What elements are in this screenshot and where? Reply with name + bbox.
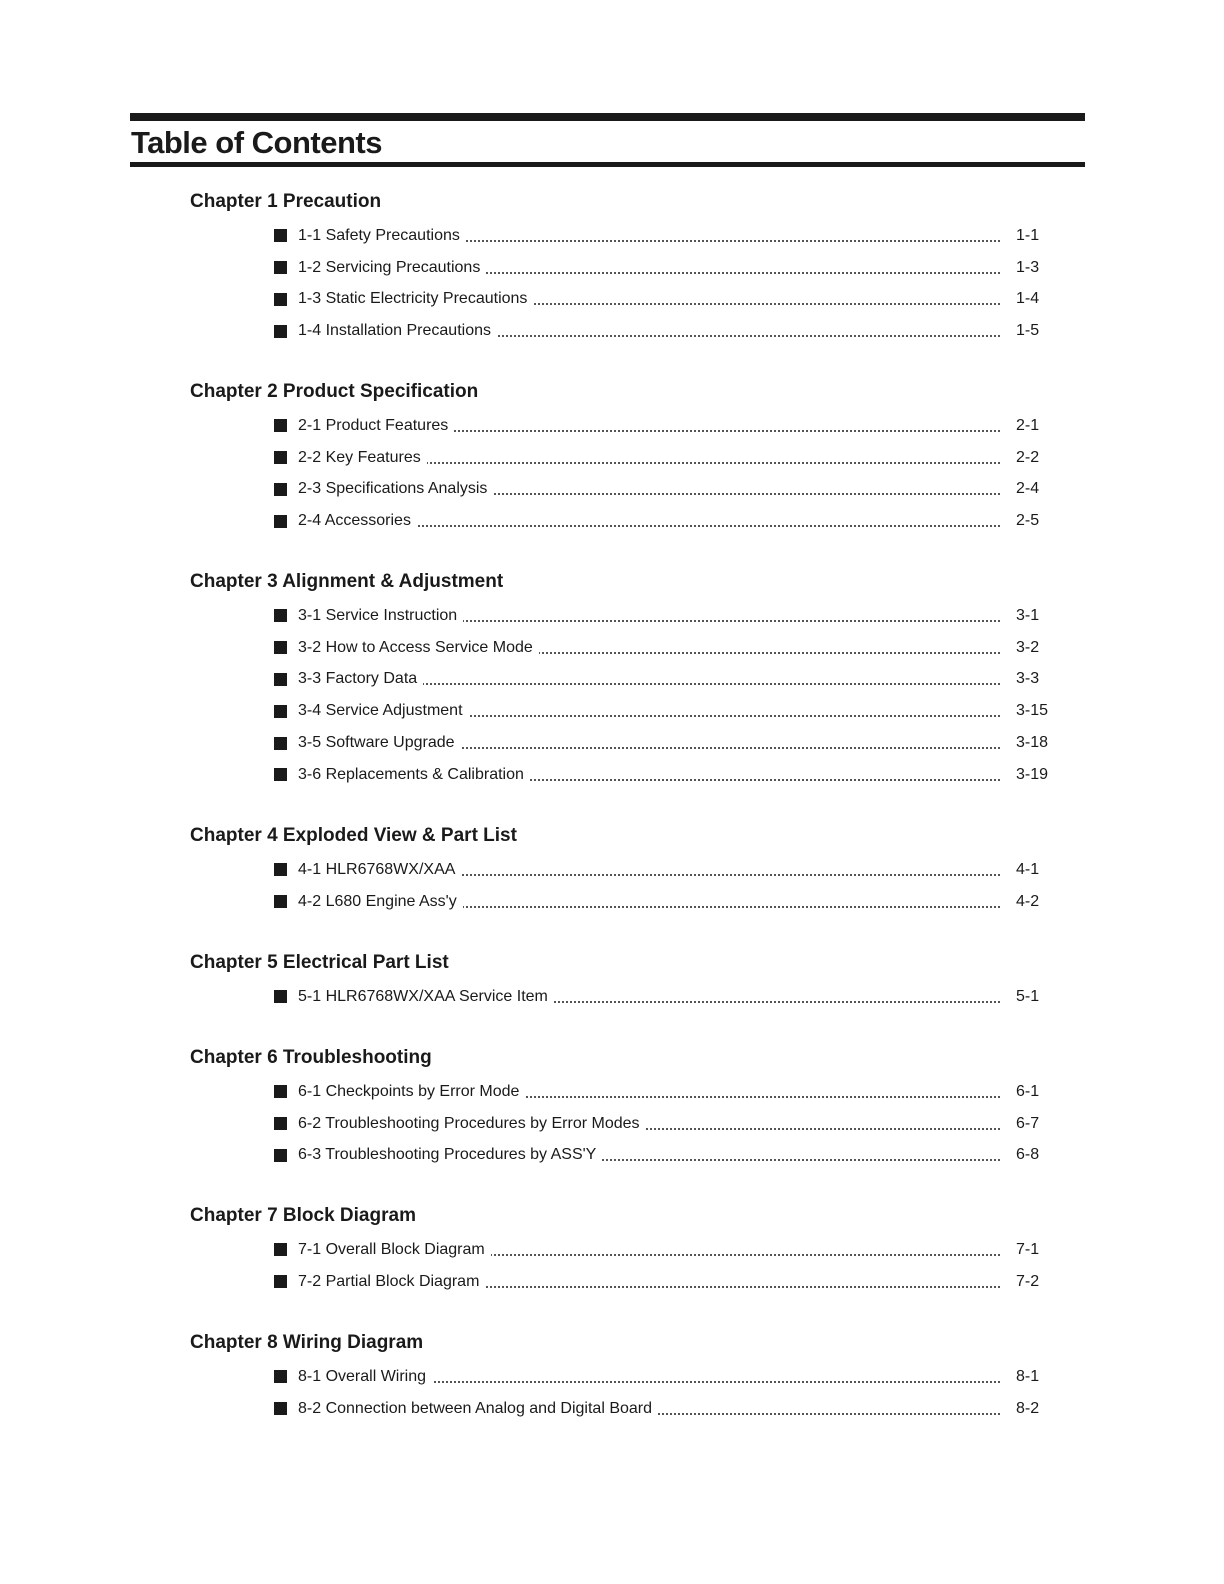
toc-entry-page-number: 1-3	[1012, 259, 1039, 277]
chapter-entries	[190, 1076, 1090, 1171]
toc-entry-page-number: 3-2	[1012, 639, 1039, 657]
toc-entry-label: 3-4 Service Adjustment	[298, 702, 469, 720]
square-bullet-icon	[274, 641, 287, 654]
square-bullet-icon	[274, 293, 287, 306]
toc-entry[interactable]	[274, 315, 1044, 347]
toc-entry-label: 2-2 Key Features	[298, 449, 427, 467]
toc-entry-page-number: 1-4	[1012, 290, 1039, 308]
toc-entry-label: 8-2 Connection between Analog and Digital Board	[298, 1400, 658, 1418]
square-bullet-icon	[274, 1149, 287, 1162]
toc-entry-label: 6-1 Checkpoints by Error Mode	[298, 1083, 525, 1101]
toc-entry[interactable]	[274, 442, 1044, 474]
chapter-section	[190, 380, 1090, 537]
toc-entry-label: 1-3 Static Electricity Precautions	[298, 290, 533, 308]
toc-entry[interactable]	[274, 220, 1044, 252]
square-bullet-icon	[274, 990, 287, 1003]
toc-entry-label: 3-6 Replacements & Calibration	[298, 766, 530, 784]
toc-entry-label: 7-2 Partial Block Diagram	[298, 1273, 485, 1291]
chapter-entries	[190, 1361, 1090, 1425]
square-bullet-icon	[274, 419, 287, 432]
toc-entry-label: 7-1 Overall Block Diagram	[298, 1241, 491, 1259]
title-top-rule	[130, 113, 1085, 121]
toc-entry-page-number: 1-5	[1012, 322, 1039, 340]
toc-entry[interactable]	[274, 1234, 1044, 1266]
square-bullet-icon	[274, 863, 287, 876]
toc-entry-page-number: 3-15	[1012, 702, 1048, 720]
toc-entry[interactable]	[274, 664, 1044, 696]
toc-entry-page-number: 2-1	[1012, 417, 1039, 435]
chapter-entries	[190, 410, 1090, 537]
toc-entry[interactable]	[274, 1361, 1044, 1393]
toc-entry-page-number: 3-19	[1012, 766, 1048, 784]
toc-entry-label: 4-2 L680 Engine Ass'y	[298, 893, 463, 911]
square-bullet-icon	[274, 1085, 287, 1098]
toc-entry-label: 1-1 Safety Precautions	[298, 227, 466, 245]
toc-entry[interactable]	[274, 695, 1049, 727]
square-bullet-icon	[274, 1117, 287, 1130]
toc-entry-page-number: 5-1	[1012, 988, 1039, 1006]
toc-entry[interactable]	[274, 284, 1044, 316]
toc-entry-label: 5-1 HLR6768WX/XAA Service Item	[298, 988, 554, 1006]
square-bullet-icon	[274, 325, 287, 338]
chapter-entries	[190, 854, 1090, 918]
toc-entry[interactable]	[274, 600, 1044, 632]
toc-entry[interactable]	[274, 505, 1044, 537]
square-bullet-icon	[274, 1275, 287, 1288]
toc-entry[interactable]	[274, 981, 1044, 1013]
toc-entry[interactable]	[274, 854, 1044, 886]
chapter-title: Chapter 8 Wiring Diagram	[190, 1332, 424, 1353]
chapter-title: Chapter 5 Electrical Part List	[190, 952, 449, 973]
chapter-title: Chapter 2 Product Specification	[190, 381, 479, 402]
toc-entry-label: 8-1 Overall Wiring	[298, 1368, 432, 1386]
square-bullet-icon	[274, 737, 287, 750]
toc-entry-page-number: 8-2	[1012, 1400, 1039, 1418]
toc-entry-page-number: 4-1	[1012, 861, 1039, 879]
chapter-entries	[190, 981, 1090, 1013]
toc-entry-label: 2-1 Product Features	[298, 417, 454, 435]
toc-entry-page-number: 1-1	[1012, 227, 1039, 245]
toc-entry-label: 1-4 Installation Precautions	[298, 322, 497, 340]
toc-entry[interactable]	[274, 886, 1044, 918]
chapter-entries	[190, 600, 1090, 791]
chapter-entries	[190, 1234, 1090, 1298]
toc-entry-page-number: 7-2	[1012, 1273, 1039, 1291]
toc-entry-label: 3-5 Software Upgrade	[298, 734, 461, 752]
square-bullet-icon	[274, 483, 287, 496]
toc-entry-page-number: 2-4	[1012, 480, 1039, 498]
chapter-entries	[190, 220, 1090, 347]
square-bullet-icon	[274, 705, 287, 718]
toc-entry-page-number: 2-5	[1012, 512, 1039, 530]
toc-entry-label: 6-3 Troubleshooting Procedures by ASS'Y	[298, 1146, 602, 1164]
square-bullet-icon	[274, 451, 287, 464]
toc-entry-label: 4-1 HLR6768WX/XAA	[298, 861, 461, 879]
toc-entry-page-number: 3-18	[1012, 734, 1048, 752]
toc-entry[interactable]	[274, 474, 1044, 506]
square-bullet-icon	[274, 261, 287, 274]
toc-entry-label: 2-4 Accessories	[298, 512, 417, 530]
toc-entry[interactable]	[274, 727, 1049, 759]
toc-entry[interactable]	[274, 1076, 1044, 1108]
toc-entry-page-number: 7-1	[1012, 1241, 1039, 1259]
toc-entry[interactable]	[274, 1108, 1044, 1140]
toc-entry[interactable]	[274, 632, 1044, 664]
toc-entry-page-number: 4-2	[1012, 893, 1039, 911]
toc-entry-label: 2-3 Specifications Analysis	[298, 480, 493, 498]
chapter-title: Chapter 3 Alignment & Adjustment	[190, 571, 504, 592]
square-bullet-icon	[274, 609, 287, 622]
chapter-title: Chapter 4 Exploded View & Part List	[190, 825, 517, 846]
toc-entry[interactable]	[274, 410, 1044, 442]
toc-entry-page-number: 8-1	[1012, 1368, 1039, 1386]
chapter-section	[190, 824, 1090, 918]
toc-entry[interactable]	[274, 1140, 1044, 1172]
chapter-section	[190, 951, 1090, 1013]
toc-entry[interactable]	[274, 1266, 1044, 1298]
toc-entry-page-number: 3-3	[1012, 670, 1039, 688]
chapter-title: Chapter 7 Block Diagram	[190, 1205, 416, 1226]
chapter-section	[190, 1331, 1090, 1425]
square-bullet-icon	[274, 1402, 287, 1415]
toc-entry-page-number: 6-1	[1012, 1083, 1039, 1101]
chapter-section	[190, 570, 1090, 791]
square-bullet-icon	[274, 768, 287, 781]
square-bullet-icon	[274, 1370, 287, 1383]
square-bullet-icon	[274, 895, 287, 908]
square-bullet-icon	[274, 229, 287, 242]
toc-entry-label: 1-2 Servicing Precautions	[298, 259, 486, 277]
square-bullet-icon	[274, 1243, 287, 1256]
chapter-section	[190, 1204, 1090, 1298]
square-bullet-icon	[274, 673, 287, 686]
toc-entry[interactable]	[274, 1393, 1044, 1425]
square-bullet-icon	[274, 515, 287, 528]
toc-entry-label: 3-1 Service Instruction	[298, 607, 463, 625]
toc-entry[interactable]	[274, 252, 1044, 284]
chapter-section	[190, 190, 1090, 347]
toc-entry-label: 3-3 Factory Data	[298, 670, 423, 688]
toc-entry-page-number: 3-1	[1012, 607, 1039, 625]
toc-entry-page-number: 6-7	[1012, 1115, 1039, 1133]
chapter-title: Chapter 6 Troubleshooting	[190, 1047, 432, 1068]
title-bottom-rule	[130, 162, 1085, 167]
toc-entry-label: 3-2 How to Access Service Mode	[298, 639, 539, 657]
toc-entry[interactable]	[274, 759, 1049, 791]
toc-entry-label: 6-2 Troubleshooting Procedures by Error Modes	[298, 1115, 646, 1133]
toc-entry-page-number: 6-8	[1012, 1146, 1039, 1164]
page-title: Table of Contents	[131, 125, 382, 160]
chapter-section	[190, 1046, 1090, 1171]
chapter-title: Chapter 1 Precaution	[190, 191, 382, 212]
toc-entry-page-number: 2-2	[1012, 449, 1039, 467]
